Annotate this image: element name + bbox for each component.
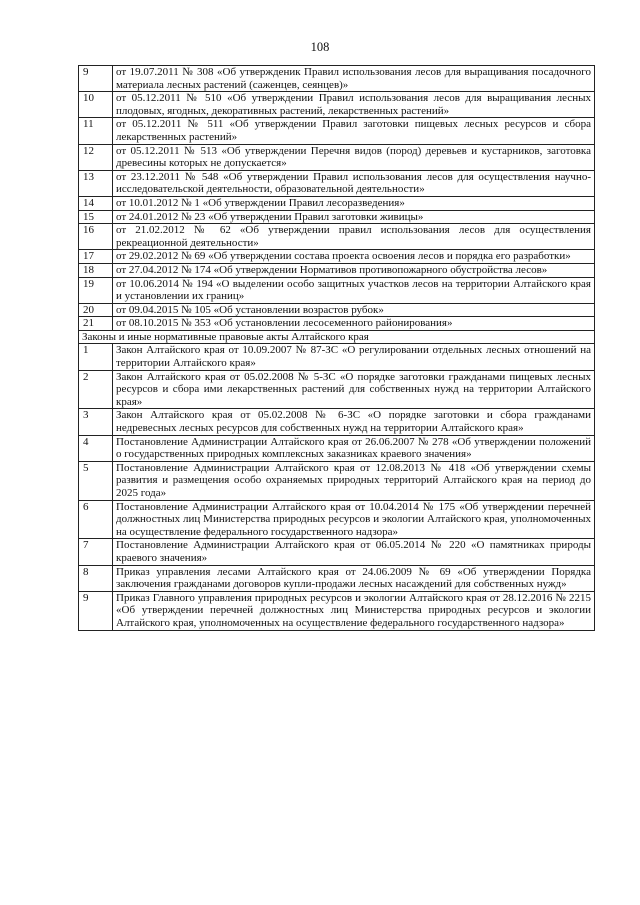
row-text: Приказ Главного управления природных ресурсов и экологии Алтайского края от 28.12.2016 № 2215 «Об утверждении перечней должностных лиц Министерства природных ресурсов и экологии Алтайского края, уполномоченных на осуществление федерального государственного надзора»: [113, 591, 595, 630]
row-text: Постановление Администрации Алтайского края от 06.05.2014 № 220 «О памятниках природы краевого значения»: [113, 539, 595, 565]
table-row: [79, 303, 595, 317]
row-number: 18: [79, 263, 113, 277]
table-row: [79, 317, 595, 331]
row-number: 20: [79, 303, 113, 317]
table-row: [79, 66, 595, 92]
row-number: 17: [79, 250, 113, 264]
row-number: 16: [79, 224, 113, 250]
row-text: от 23.12.2011 № 548 «Об утверждении Правил использования лесов для осуществления научно-исследовательской деятельности, образовательной деятельности»: [113, 170, 595, 196]
table-row: [79, 461, 595, 500]
row-text: Постановление Администрации Алтайского края от 26.06.2007 № 278 «Об утверждении положений о государственных природных комплексных заказниках краевого значения»: [113, 435, 595, 461]
row-text: от 10.06.2014 № 194 «О выделении особо защитных участков лесов на территории Алтайского края и установлении их границ»: [113, 277, 595, 303]
row-text: от 10.01.2012 № 1 «Об утверждении Правил лесоразведения»: [113, 196, 595, 210]
row-number: 8: [79, 565, 113, 591]
table-row: [79, 344, 595, 370]
table-row: [79, 539, 595, 565]
table-row: [79, 409, 595, 435]
table-row: [79, 170, 595, 196]
row-number: 5: [79, 461, 113, 500]
row-text: от 05.12.2011 № 510 «Об утверждении Правил использования лесов для выращивания лесных плодовых, ягодных, декоративных растений, лекарственных растений»: [113, 92, 595, 118]
row-number: 11: [79, 118, 113, 144]
row-number: 12: [79, 144, 113, 170]
row-text: Закон Алтайского края от 10.09.2007 № 87-ЗС «О регулировании отдельных лесных отношений на территории Алтайского края»: [113, 344, 595, 370]
table-row: [79, 435, 595, 461]
row-text: от 09.04.2015 № 105 «Об установлении возрастов рубок»: [113, 303, 595, 317]
table-row: [79, 144, 595, 170]
row-text: Закон Алтайского края от 05.02.2008 № 5-ЗС «О порядке заготовки гражданами пищевых лесных ресурсов и сбора ими лекарственных растений для собственных нужд на территории Алтайского края»: [113, 370, 595, 409]
table-row: [79, 277, 595, 303]
row-text: Закон Алтайского края от 05.02.2008 № 6-ЗС «О порядке заготовки и сбора гражданами недревесных лесных ресурсов для собственных нужд на территории Алтайского края»: [113, 409, 595, 435]
row-text: от 27.04.2012 № 174 «Об утверждении Нормативов противопожарного обустройства лесов»: [113, 263, 595, 277]
page-number: 108: [310, 40, 330, 54]
row-text: от 08.10.2015 № 353 «Об установлении лесосеменного районирования»: [113, 317, 595, 331]
row-number: 13: [79, 170, 113, 196]
row-number: 19: [79, 277, 113, 303]
row-number: 9: [79, 66, 113, 92]
row-text: Приказ управления лесами Алтайского края от 24.06.2009 № 69 «Об утверждении Порядка заключения гражданами договоров купли-продажи лесных насаждений для собственных нужд»: [113, 565, 595, 591]
row-text: Постановление Администрации Алтайского края от 10.04.2014 № 175 «Об утверждении перечней должностных лиц Министерства природных ресурсов и экологии Алтайского края, уполномоченных на осуществление федерального государственного надзора»: [113, 500, 595, 539]
table-row: [79, 92, 595, 118]
table-row: [79, 591, 595, 630]
table-row: [79, 250, 595, 264]
row-number: 6: [79, 500, 113, 539]
table-row: [79, 500, 595, 539]
row-text: от 21.02.2012 № 62 «Об утверждении правил использования лесов для осуществления рекреационной деятельности»: [113, 224, 595, 250]
row-number: 9: [79, 591, 113, 630]
table-row: [79, 196, 595, 210]
row-number: 1: [79, 344, 113, 370]
section-title: Законы и иные нормативные правовые акты Алтайского края: [79, 330, 595, 344]
table-row: [79, 370, 595, 409]
legal-acts-table: [78, 65, 595, 631]
row-text: от 29.02.2012 № 69 «Об утверждении состава проекта освоения лесов и порядка его разработки»: [113, 250, 595, 264]
row-number: 3: [79, 409, 113, 435]
table-row: [79, 224, 595, 250]
table-row: [79, 210, 595, 224]
row-number: 14: [79, 196, 113, 210]
row-number: 2: [79, 370, 113, 409]
row-text: от 05.12.2011 № 513 «Об утверждении Перечня видов (пород) деревьев и кустарников, заготовка древесины которых не допускается»: [113, 144, 595, 170]
table-row: [79, 118, 595, 144]
table-row: [79, 565, 595, 591]
row-number: 15: [79, 210, 113, 224]
section-header-row: [79, 330, 595, 344]
row-number: 10: [79, 92, 113, 118]
row-number: 21: [79, 317, 113, 331]
row-text: от 19.07.2011 № 308 «Об утвержденик Правил использования лесов для выращивания посадочного материала лесных растений (саженцев, сеянцев)»: [113, 66, 595, 92]
row-text: от 24.01.2012 № 23 «Об утверждении Правил заготовки живицы»: [113, 210, 595, 224]
table-row: [79, 263, 595, 277]
row-text: Постановление Администрации Алтайского края от 12.08.2013 № 418 «Об утверждении схемы развития и размещения особо охраняемых природных территорий Алтайского края на период до 2025 года»: [113, 461, 595, 500]
row-text: от 05.12.2011 № 511 «Об утверждении Правил заготовки пищевых лесных ресурсов и сбора лекарственных растений»: [113, 118, 595, 144]
row-number: 7: [79, 539, 113, 565]
row-number: 4: [79, 435, 113, 461]
